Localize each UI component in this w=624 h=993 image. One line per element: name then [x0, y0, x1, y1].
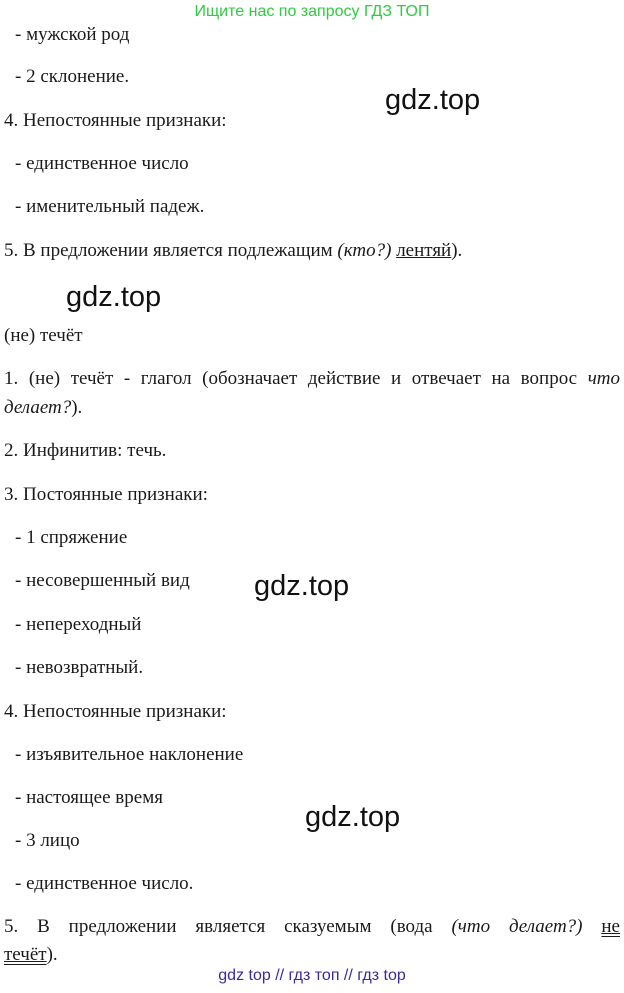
header-banner: Ищите нас по запросу ГДЗ ТОП: [194, 3, 430, 20]
text-line: [4, 944, 58, 966]
text-line: [4, 916, 620, 938]
text-line: - 1 спряжение: [15, 527, 128, 548]
text-line: - именительный падеж.: [15, 196, 205, 217]
text-line: - изъявительное наклонение: [15, 744, 244, 765]
text-span: 5. В предложении является сказуемым (вода: [4, 916, 452, 937]
text-line: 3. Постоянные признаки:: [4, 484, 208, 505]
text-line: [4, 240, 462, 262]
text-line: - единственное число.: [15, 873, 194, 894]
text-line: [4, 397, 82, 419]
text-line: - несовершенный вид: [15, 570, 190, 591]
text-line: - настоящее время: [15, 787, 163, 808]
question-italic: делает?: [4, 397, 72, 418]
footer-links: gdz top // гдз топ // гдз top: [218, 967, 406, 984]
underlined-word: не: [601, 916, 620, 937]
text-line: - единственное число: [15, 153, 189, 174]
watermark: gdz.top: [254, 570, 350, 602]
text-line: - невозвратный.: [15, 657, 144, 678]
text-span: [583, 916, 602, 937]
text-line: - 2 склонение.: [15, 66, 130, 87]
watermark: gdz.top: [385, 84, 481, 116]
text-span: ).: [451, 240, 463, 261]
text-span: 5. В предложении является подлежащим: [4, 240, 338, 261]
underlined-word: течёт: [4, 944, 47, 965]
text-span: ).: [71, 397, 83, 418]
underlined-word: лентяй: [396, 240, 452, 261]
question-italic: что: [587, 368, 620, 389]
question-italic: (что делает?): [451, 916, 583, 937]
text-span: 1. (не) течёт - глагол (обозначает действие и отвечает на вопрос: [4, 368, 588, 389]
watermark: gdz.top: [66, 281, 162, 313]
text-span: ).: [46, 944, 58, 965]
text-line: 4. Непостоянные признаки:: [4, 701, 227, 722]
text-line: - 3 лицо: [15, 830, 80, 851]
watermark: gdz.top: [305, 801, 401, 833]
text-line: 2. Инфинитив: течь.: [4, 440, 167, 461]
text-line: [4, 368, 620, 390]
text-line: 4. Непостоянные признаки:: [4, 110, 227, 131]
text-line: (не) течёт: [4, 325, 83, 346]
text-line: - мужской род: [15, 24, 130, 45]
question-italic: (кто?): [337, 240, 392, 261]
text-line: - непереходный: [15, 614, 142, 635]
